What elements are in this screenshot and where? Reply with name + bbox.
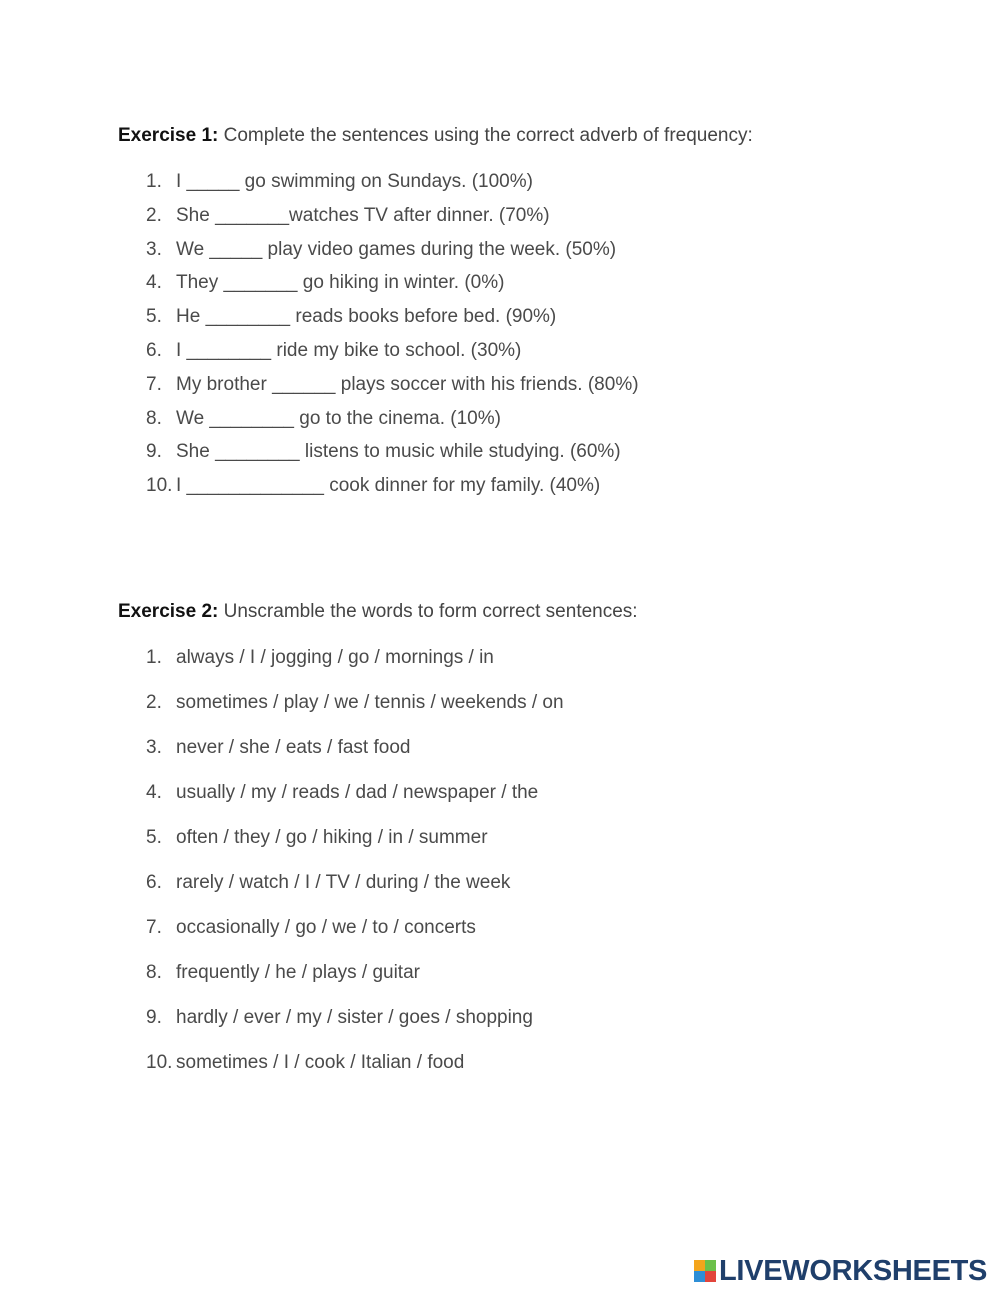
exercise-2-label: Exercise 2: [118,601,219,622]
item-text: My brother ______ plays soccer with his friends. (80%) [176,373,639,395]
item-number: 7. [146,917,162,938]
item-text: She ________ listens to music while studying. (60%) [176,441,621,463]
item-number: 8. [146,962,162,983]
item-number: 1. [146,171,162,192]
item-text: sometimes / I / cook / Italian / food [176,1052,465,1073]
item-text: often / they / go / hiking / in / summer [176,827,488,848]
item-text: frequently / he / plays / guitar [176,962,420,983]
item-text: sometimes / play / we / tennis / weekends / on [176,692,564,713]
exercise-1-label: Exercise 1: [118,125,219,146]
item-text: I _____ go swimming on Sundays. (100%) [176,171,533,192]
item-text: I ________ ride my bike to school. (30%) [176,339,522,361]
item-text: never / she / eats / fast food [176,737,411,758]
exercise-1-heading [118,124,753,148]
item-text: They _______ go hiking in winter. (0%) [176,272,505,294]
item-number: 8. [146,407,162,429]
item-number: 5. [146,827,162,848]
item-number: 5. [146,306,162,328]
liveworksheets-brand [694,1256,987,1286]
item-number: 4. [146,782,162,803]
item-number: 10. [146,1052,173,1073]
logo-square-red [705,1271,716,1282]
liveworksheets-wordmark: LIVEWORKSHEETS [719,1255,988,1287]
item-number: 2. [146,692,162,713]
item-number: 1. [146,647,162,668]
item-text: We ________ go to the cinema. (10%) [176,407,501,429]
item-number: 4. [146,272,162,294]
exercise-2-heading [118,600,638,624]
item-text: always / I / jogging / go / mornings / in [176,647,494,668]
item-text: usually / my / reads / dad / newspaper / the [176,782,539,803]
item-text: She _______watches TV after dinner. (70%) [176,204,550,226]
item-number: 7. [146,373,162,395]
item-text: I _____________ cook dinner for my family. (40%) [176,475,601,497]
item-number: 6. [146,339,162,361]
item-number: 2. [146,204,162,226]
item-number: 3. [146,238,162,260]
logo-square-orange [694,1260,705,1271]
logo-square-green [705,1260,716,1271]
item-text: We _____ play video games during the week. (50%) [176,238,617,260]
item-number: 9. [146,441,162,463]
logo-square-blue [694,1271,705,1282]
item-number: 9. [146,1007,162,1028]
item-number: 10. [146,475,173,497]
item-text: hardly / ever / my / sister / goes / shopping [176,1007,533,1028]
exercise-2-instruction: Unscramble the words to form correct sentences: [218,601,638,622]
item-number: 3. [146,737,162,758]
item-text: occasionally / go / we / to / concerts [176,917,476,938]
liveworksheets-logo-icon [694,1260,716,1282]
item-text: He ________ reads books before bed. (90%) [176,306,557,328]
item-number: 6. [146,872,162,893]
item-text: rarely / watch / I / TV / during / the week [176,872,511,893]
exercise-1-instruction: Complete the sentences using the correct adverb of frequency: [218,125,753,146]
